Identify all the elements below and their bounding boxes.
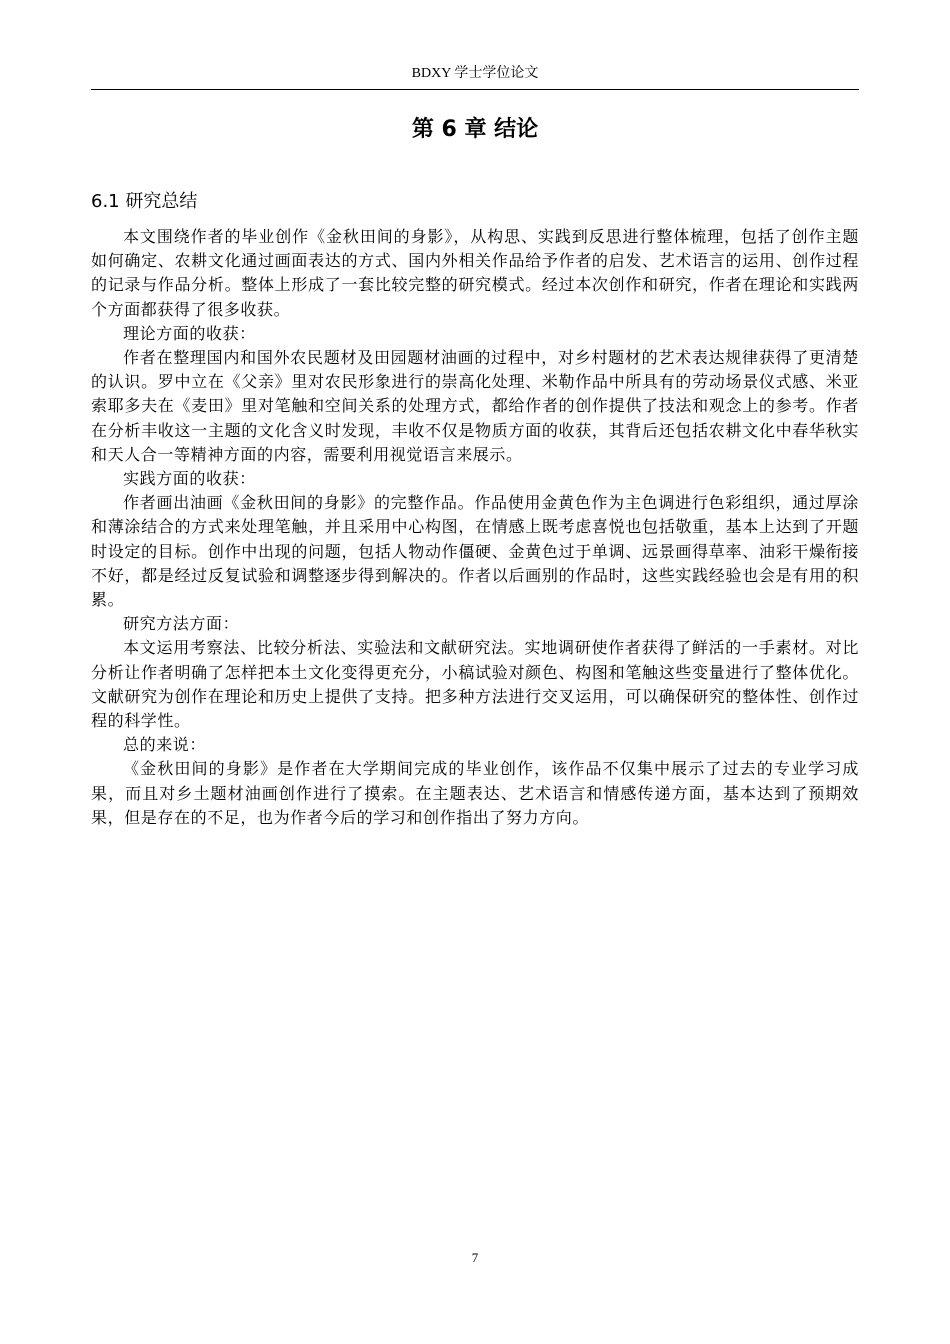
- paragraph-method: 本文运用考察法、比较分析法、实验法和文献研究法。实地调研使作者获得了鲜活的一手素材。对比分析让作者明确了怎样把本土文化变得更充分，小稿试验对颜色、构图和笔触这些变量进行了整体优化。文献研究为创作在理论和历史上提供了支持。把多种方法进行交叉运用，可以确保研究的整体性、创作过程的科学性。: [91, 638, 859, 731]
- paragraph-method-heading: 研究方法方面：: [123, 614, 240, 634]
- paragraph-theory-heading: 理论方面的收获：: [123, 323, 256, 343]
- header-rule: [91, 89, 859, 90]
- section-title: 6.1 研究总结: [91, 191, 198, 212]
- paragraph-summary: 《金秋田间的身影》是作者在大学期间完成的毕业创作，该作品不仅集中展示了过去的专业学习成果，而且对乡土题材油画创作进行了摸索。在主题表达、艺术语言和情感传递方面，基本达到了预期效果，但是存在的不足，也为作者今后的学习和创作指出了努力方向。: [91, 759, 859, 827]
- paragraph-intro: 本文围绕作者的毕业创作《金秋田间的身影》，从构思、实践到反思进行整体梳理，包括了创作主题如何确定、农耕文化通过画面表达的方式、国内外相关作品给予作者的启发、艺术语言的运用、创作过程的记录与作品分析。整体上形成了一套比较完整的研究模式。经过本次创作和研究，作者在理论和实践两个方面都获得了很多收获。: [91, 227, 859, 319]
- paragraph-practice-heading: 实践方面的收获：: [123, 469, 256, 489]
- chapter-title: 第 6 章 结论: [411, 117, 539, 142]
- paragraph-theory: 作者在整理国内和国外农民题材及田园题材油画的过程中，对乡村题材的艺术表达规律获得了更清楚的认识。罗中立在《父亲》里对农民形象进行的崇高化处理、米勒作品中所具有的劳动场景仪式感、米亚索耶多夫在《麦田》里对笔触和空间关系的处理方式，都给作者的创作提供了技法和观念上的参考。作者在分析丰收这一主题的文化含义时发现，丰收不仅是物质方面的收获，其背后还包括农耕文化中春华秋实和天人合一等精神方面的内容，需要利用视觉语言来展示。: [91, 348, 859, 464]
- paragraph-summary-heading: 总的来说：: [123, 735, 207, 755]
- running-header: BDXY 学士学位论文: [411, 66, 539, 81]
- paragraph-practice: 作者画出油画《金秋田间的身影》的完整作品。作品使用金黄色作为主色调进行色彩组织，通过厚涂和薄涂结合的方式来处理笔触，并且采用中心构图，在情感上既考虑喜悦也包括敬重，基本上达到了开题时设定的目标。创作中出现的问题，包括人物动作僵硬、金黄色过于单调、远景画得草率、油彩干燥衔接不好，都是经过反复试验和调整逐步得到解决的。作者以后画别的作品时，这些实践经验也会是有用的积累。: [91, 493, 859, 610]
- body-text: [91, 225, 859, 830]
- page-number: 7: [471, 1250, 479, 1265]
